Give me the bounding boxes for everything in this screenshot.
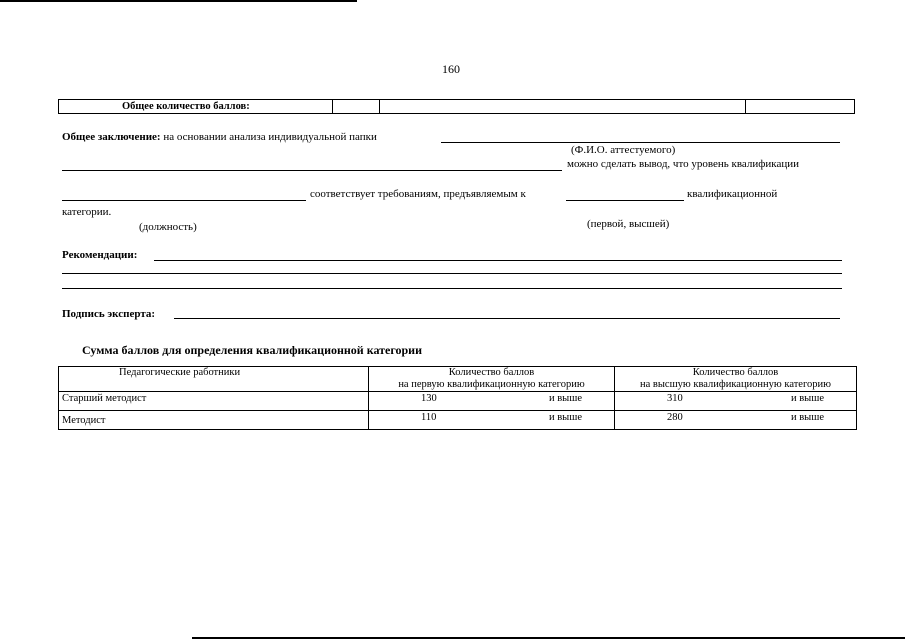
conclusion-heading: Общее заключение: bbox=[62, 131, 161, 143]
role-cell bbox=[59, 392, 369, 411]
recommendations-line-3 bbox=[62, 288, 842, 289]
scan-bottom-edge bbox=[192, 637, 905, 639]
role-cell bbox=[59, 411, 369, 430]
total-row-divider bbox=[745, 100, 746, 113]
role-label: Методист bbox=[62, 415, 106, 426]
highest-category-suffix: и выше bbox=[790, 393, 824, 404]
highest-category-cell bbox=[615, 392, 857, 411]
total-points-label: Общее количество баллов: bbox=[122, 101, 250, 112]
header-staff bbox=[59, 367, 369, 392]
first-category-value: 130 bbox=[421, 393, 437, 404]
first-category-cell bbox=[369, 392, 615, 411]
conclusion-text-3: соответствует требованиям, предъявляемым к bbox=[310, 188, 526, 200]
conclusion-text-2: можно сделать вывод, что уровень квалификации bbox=[567, 158, 800, 170]
total-row-divider bbox=[332, 100, 333, 113]
total-points-row bbox=[58, 99, 855, 114]
conclusion-text-1: на основании анализа индивидуальной папки bbox=[163, 131, 377, 143]
recommendations-line-1 bbox=[154, 260, 842, 261]
scan-top-edge bbox=[0, 0, 357, 2]
fio-continuation-line bbox=[62, 170, 562, 171]
fio-caption: (Ф.И.О. аттестуемого) bbox=[571, 144, 676, 156]
position-caption: (должность) bbox=[139, 221, 197, 233]
category-blank-line bbox=[566, 200, 684, 201]
role-label: Старший методист bbox=[62, 393, 147, 404]
header-highest-line1: Количество баллов bbox=[692, 367, 779, 378]
header-highest-category bbox=[615, 367, 857, 392]
recommendations-line-2 bbox=[62, 273, 842, 274]
header-first-category bbox=[369, 367, 615, 392]
conclusion-text-5: категории. bbox=[62, 206, 112, 218]
first-category-suffix: и выше bbox=[548, 412, 582, 423]
scores-table bbox=[58, 366, 857, 430]
header-first-line2: на первую квалификационную категорию bbox=[398, 379, 585, 390]
header-highest-line2: на высшую квалификационную категорию bbox=[640, 379, 831, 390]
signature-line bbox=[174, 318, 840, 319]
header-first-line1: Количество баллов bbox=[448, 367, 535, 378]
first-category-suffix: и выше bbox=[548, 393, 582, 404]
total-label-underline bbox=[117, 113, 277, 114]
recommendations-label: Рекомендации: bbox=[62, 249, 138, 261]
highest-category-suffix: и выше bbox=[790, 412, 824, 423]
category-caption: (первой, высшей) bbox=[587, 218, 670, 230]
table-row bbox=[59, 411, 857, 430]
highest-category-value: 280 bbox=[667, 412, 683, 423]
header-staff-label: Педагогические работники bbox=[119, 367, 241, 378]
total-row-divider bbox=[379, 100, 380, 113]
table-header-row bbox=[59, 367, 857, 392]
conclusion-line-1 bbox=[62, 131, 377, 143]
first-category-cell bbox=[369, 411, 615, 430]
highest-category-value: 310 bbox=[667, 393, 683, 404]
conclusion-text-4: квалификационной bbox=[687, 188, 778, 200]
table-row bbox=[59, 392, 857, 411]
first-category-value: 110 bbox=[421, 412, 437, 423]
scores-table-title: Сумма баллов для определения квалификационной категории bbox=[82, 343, 423, 357]
page-number: 160 bbox=[442, 62, 460, 76]
fio-blank-line bbox=[441, 142, 840, 143]
position-blank-line bbox=[62, 200, 306, 201]
highest-category-cell bbox=[615, 411, 857, 430]
signature-label: Подпись эксперта: bbox=[62, 308, 156, 320]
